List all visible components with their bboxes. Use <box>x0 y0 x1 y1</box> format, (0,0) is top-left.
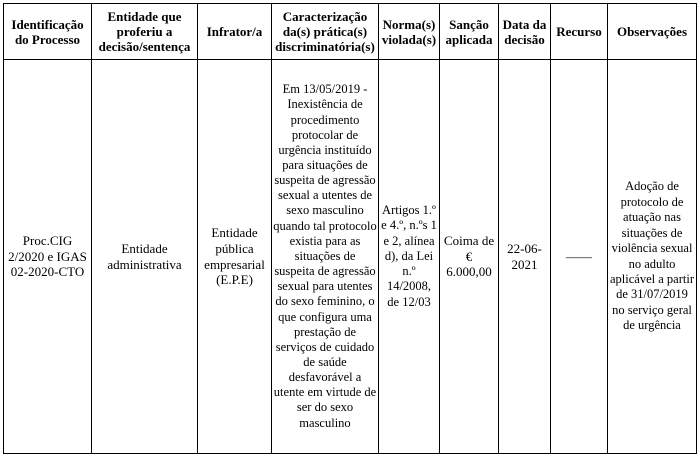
decisions-table <box>3 3 697 454</box>
cell-infrator: Entidade pública empresarial (E.P.E) <box>198 60 272 454</box>
cell-caracterizacao: Em 13/05/2019 - Inexistência de procedimento protocolar de urgência instituído para situações de suspeita de agressão sexual a utentes de sexo masculino quando tal protocolo existia para as situações de suspeita de agressão sexual para utentes do sexo feminino, o que configura uma prestação de serviços de cuidado de saúde desfavorável a utente em virtude de ser do sexo masculino <box>272 60 379 454</box>
table-row <box>4 60 697 454</box>
header-observacoes: Observações <box>608 4 697 60</box>
header-entidade: Entidade que proferiu a decisão/sentença <box>92 4 198 60</box>
header-infrator: Infrator/a <box>198 4 272 60</box>
cell-recurso: —— <box>551 60 608 454</box>
header-caracterizacao: Caracterização da(s) prática(s) discriminatória(s) <box>272 4 379 60</box>
cell-identificacao: Proc.CIG 2/2020 e IGAS 02-2020-CTO <box>4 60 92 454</box>
header-recurso: Recurso <box>551 4 608 60</box>
cell-norma: Artigos 1.º e 4.º, n.ºs 1 e 2, alínea d), da Lei n.º 14/2008, de 12/03 <box>379 60 440 454</box>
cell-entidade: Entidade administrativa <box>92 60 198 454</box>
cell-data: 22-06-2021 <box>499 60 551 454</box>
cell-observacoes: Adoção de protocolo de atuação nas situações de violência sexual no adulto aplicável a partir de 31/07/2019 no serviço geral de urgência <box>608 60 697 454</box>
header-norma: Norma(s) violada(s) <box>379 4 440 60</box>
header-data: Data da decisão <box>499 4 551 60</box>
header-sancao: Sanção aplicada <box>440 4 499 60</box>
header-row <box>4 4 697 60</box>
cell-sancao: Coima de € 6.000,00 <box>440 60 499 454</box>
header-identificacao: Identificação do Processo <box>4 4 92 60</box>
